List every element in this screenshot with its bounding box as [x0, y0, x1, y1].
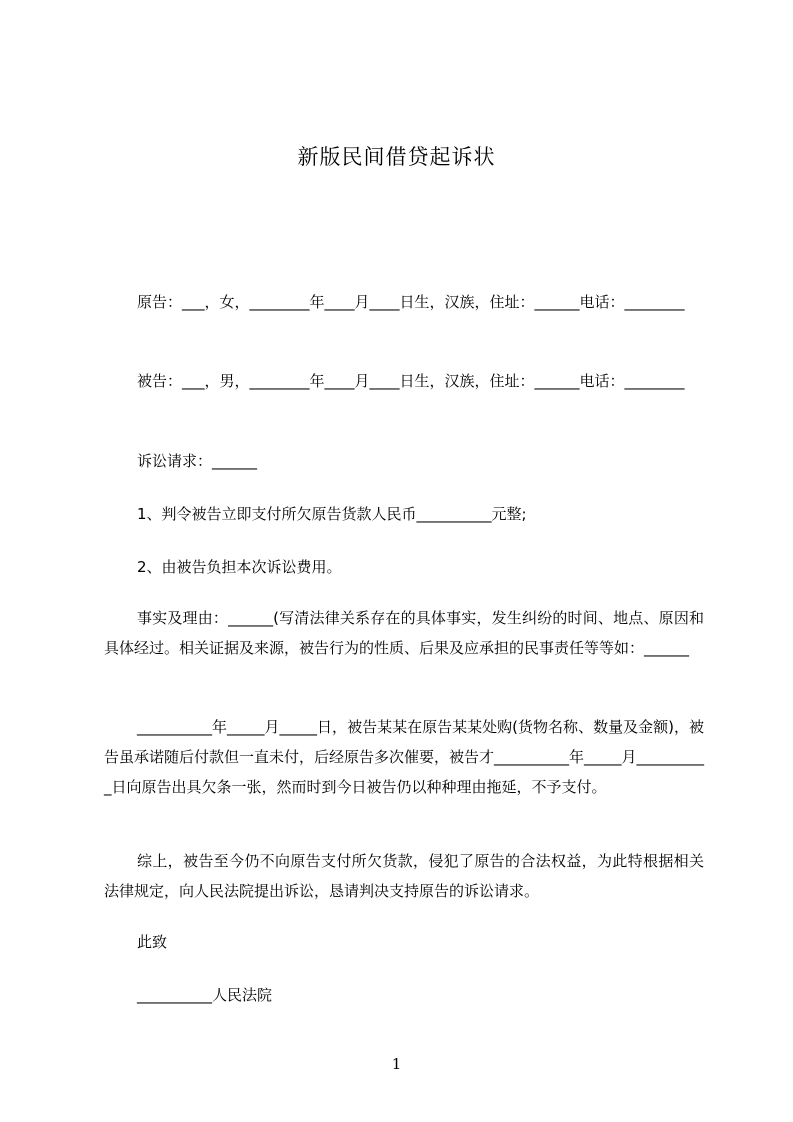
- court-name-line: __________人民法院: [137, 986, 273, 1004]
- claim-item-1: 1、判令被告立即支付所欠原告货款人民币__________元整;: [137, 505, 527, 523]
- claims-heading: 诉讼请求：______: [137, 452, 258, 470]
- defendant-info-paragraph: 被告：___，男，________年____月____日生，汉族，住址：______电话：________: [137, 372, 685, 390]
- facts-and-reasons-paragraph: 事实及理由：______(写清法律关系存在的具体事实，发生纠纷的时间、地点、原因和具体经过。相关证据及来源，被告行为的性质、后果及应承担的民事责任等等如：______: [104, 609, 704, 657]
- facts-example-paragraph: __________年_____月_____日，被告某某在原告某某处购(货物名称、数量及金额)，被告虽承诺随后付款但一直未付，后经原告多次催要，被告才__________年_____月__________日向原告出具欠条一张，然而时到今日被告仍以种种理由拖延，不予支付。: [104, 718, 705, 796]
- plaintiff-info-paragraph: 原告：___，女，________年____月____日生，汉族，住址：______电话：________: [137, 293, 685, 311]
- document-title: 新版民间借贷起诉状: [297, 145, 496, 169]
- page-number: 1: [391, 1055, 402, 1073]
- claim-item-2: 2、由被告负担本次诉讼费用。: [137, 558, 342, 576]
- salutation: 此致: [137, 933, 168, 951]
- conclusion-paragraph: 综上，被告至今仍不向原告支付所欠货款，侵犯了原告的合法权益，为此特根据相关法律规定，向人民法院提出诉讼，恳请判决支持原告的诉讼请求。: [104, 852, 704, 900]
